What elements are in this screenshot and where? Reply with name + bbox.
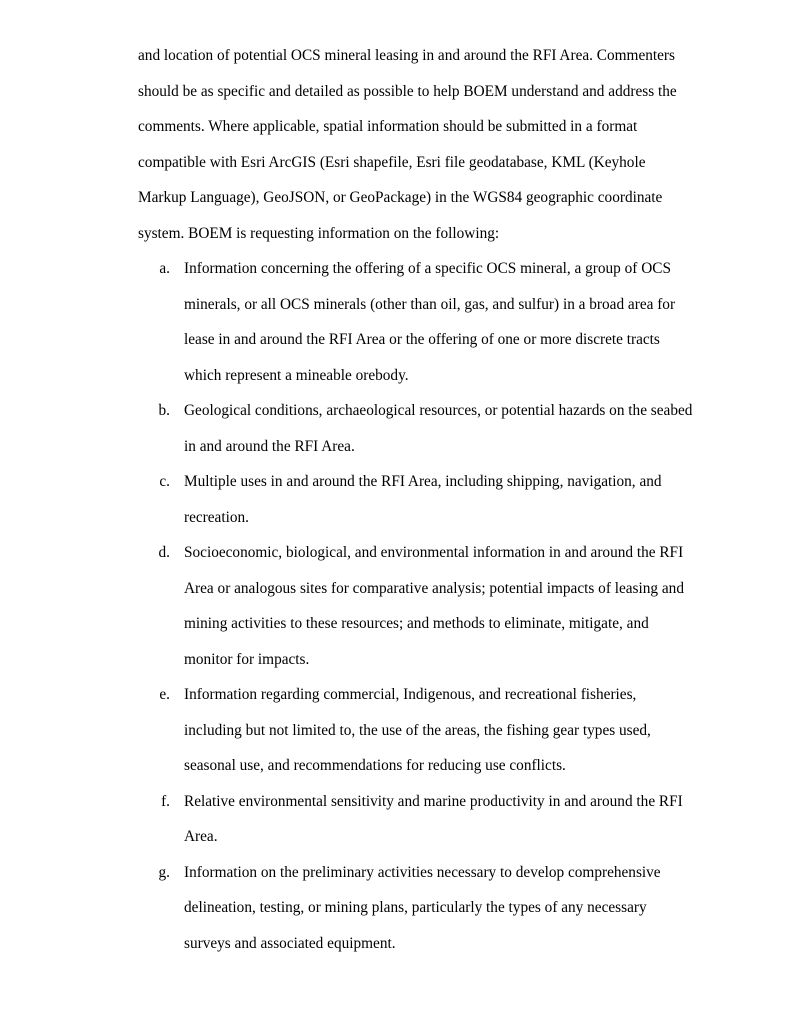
list-item-marker: e.: [159, 686, 170, 703]
requested-information-list: [138, 251, 695, 961]
document-body: [138, 38, 695, 961]
list-item: [150, 393, 695, 464]
list-item-text: Information regarding commercial, Indigenous, and recreational fisheries, including but not limited to, the use of the areas, the fishing gear types used, seasonal use, and recommendations for reducing use conflicts.: [184, 686, 651, 774]
list-item-marker: c.: [159, 473, 170, 490]
list-item: [150, 535, 695, 677]
list-item-marker: f.: [161, 792, 170, 810]
list-item-marker: b.: [158, 402, 170, 419]
list-item-marker: d.: [158, 544, 170, 561]
list-item-marker: a.: [159, 260, 170, 277]
list-item-text: Multiple uses in and around the RFI Area, including shipping, navigation, and recreation.: [184, 473, 662, 526]
list-item-text: Information on the preliminary activities necessary to develop comprehensive delineation, testing, or mining plans, particularly the types of any necessary surveys and associated equipment.: [184, 863, 661, 952]
list-item-text: Geological conditions, archaeological resources, or potential hazards on the seabed in and around the RFI Area.: [184, 402, 693, 455]
list-item: [150, 855, 695, 962]
list-item-text: Information concerning the offering of a specific OCS mineral, a group of OCS minerals, or all OCS minerals (other than oil, gas, and sulfur) in a broad area for lease in and around the RFI Area or the offering of one or more discrete tracts which represent a mineable orebody.: [184, 260, 676, 384]
intro-paragraph: and location of potential OCS mineral leasing in and around the RFI Area. Commenters should be as specific and detailed as possible to help BOEM understand and address the comments. Where applicable, spatial information should be submitted in a format compatible with Esri ArcGIS (Esri shapefile, Esri file geodatabase, KML (Keyhole Markup Language), GeoJSON, or GeoPackage) in the WGS84 geographic coordinate system. BOEM is requesting information on the following:: [138, 47, 677, 242]
list-item-text: Socioeconomic, biological, and environmental information in and around the RFI Area or analogous sites for comparative analysis; potential impacts of leasing and mining activities to these resources; and methods to eliminate, mitigate, and monitor for impacts.: [184, 544, 684, 668]
list-item-text: Relative environmental sensitivity and marine productivity in and around the RFI Area.: [184, 792, 683, 845]
list-item: [150, 251, 695, 393]
list-item: [150, 784, 695, 855]
list-item: [150, 677, 695, 784]
list-item-marker: g.: [158, 863, 170, 881]
list-item: [150, 464, 695, 535]
